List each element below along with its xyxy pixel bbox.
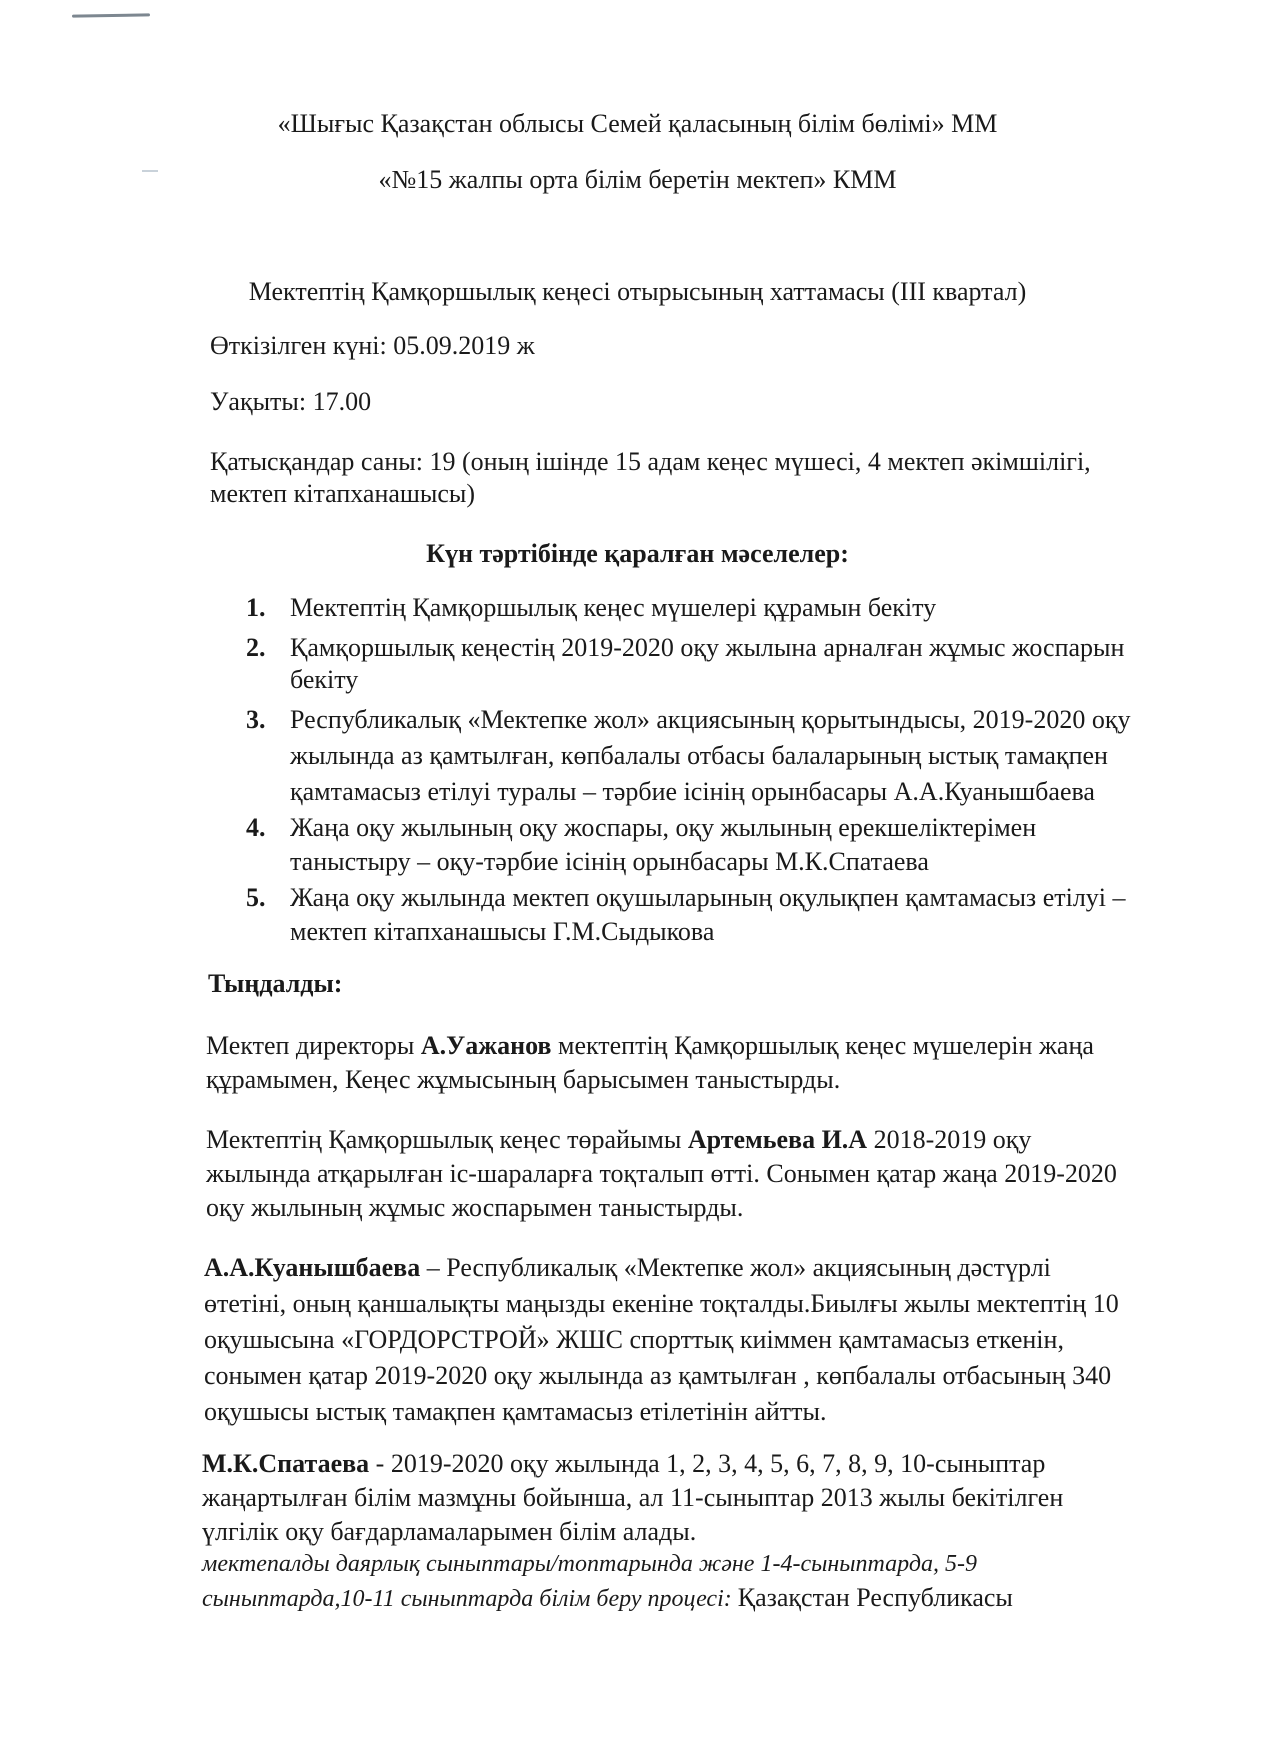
heard-paragraph-3-line-2: өтетіні, оның қаншалықты маңызды екеніне тоқталды.Биылғы жылы мектептің 10 (204, 1289, 1119, 1318)
agenda-item-2-cont: бекіту (290, 665, 359, 694)
agenda-item-number: 3. (246, 705, 266, 734)
school-header-line: «№15 жалпы орта білім беретін мектеп» КММ (378, 165, 897, 194)
agenda-item-text: Жаңа оқу жылында мектеп оқушыларының оқулықпен қамтамасыз етілуі – (290, 883, 1126, 912)
p4-italic-text: сыныптарда,10-11 сыныптарда білім беру процесі: (202, 1586, 738, 1612)
heard-paragraph-3-line-1 (204, 1252, 1051, 1283)
heard-paragraph-2-line-1 (206, 1124, 1031, 1155)
p1-text-a: Мектеп директоры (206, 1031, 421, 1060)
heard-heading: Тыңдалды: (208, 969, 343, 998)
deputy-name-spataeva: М.К.Спатаева (202, 1449, 370, 1478)
p2-text-a: Мектептің Қамқоршылық кеңес төрайымы (206, 1125, 688, 1154)
heard-paragraph-2-line-2: жылында атқарылған іс-шараларға тоқталып өтті. Сонымен қатар жаңа 2019-2020 (206, 1159, 1117, 1188)
p4-text-rest: Қазақстан Республикасы (737, 1583, 1013, 1612)
heard-paragraph-2-line-3: оқу жылының жұмыс жоспарымен таныстырды. (206, 1193, 744, 1222)
heard-paragraph-4-line-5 (202, 1582, 1013, 1614)
scan-artifact-mark (72, 13, 150, 17)
agenda-item-text: Жаңа оқу жылының оқу жоспары, оқу жылының ерекшеліктерімен (290, 813, 1037, 842)
director-name: А.Уажанов (420, 1031, 552, 1060)
p1-text-b: мектептің Қамқоршылық кеңес мүшелерін жаңа (551, 1031, 1094, 1060)
participants-line-2: мектеп кітапханашысы) (210, 479, 476, 508)
deputy-name-kuanyshbaeva: А.А.Куанышбаева (204, 1253, 421, 1282)
agenda-heading: Күн тәртібінде қаралған мәселелер: (426, 539, 849, 568)
agenda-item-number: 1. (246, 593, 266, 622)
heard-paragraph-4-line-4: мектепалды даярлық сыныптары/топтарында және 1-4-сыныптарда, 5-9 (202, 1551, 977, 1577)
heard-paragraph-4-line-2: жаңартылған білім мазмұны бойынша, ал 11-сыныптар 2013 жылы бекітілген (202, 1483, 1064, 1512)
meeting-time: Уақыты: 17.00 (210, 387, 372, 416)
agenda-item-3 (246, 704, 1130, 735)
agenda-item-4-cont: таныстыру – оқу-тәрбие ісінің орынбасары М.К.Спатаева (290, 847, 929, 876)
agenda-item-3-cont-2: қамтамасыз етілуі туралы – тәрбие ісінің орынбасары А.А.Куанышбаева (290, 777, 1095, 806)
agenda-item-number: 5. (246, 883, 266, 912)
participants-line-1: Қатысқандар саны: 19 (оның ішінде 15 адам кеңес мүшесі, 4 мектеп әкімшілігі, (210, 447, 1091, 476)
org-header-line: «Шығыс Қазақстан облысы Семей қаласының білім бөлімі» ММ (277, 109, 998, 138)
p2-text-b: 2018-2019 оқу (867, 1125, 1032, 1154)
agenda-item-number: 2. (246, 633, 266, 662)
agenda-item-5-cont: мектеп кітапханашысы Г.М.Сыдыкова (290, 917, 715, 946)
agenda-item-5 (246, 882, 1126, 913)
heard-paragraph-3-line-4: сонымен қатар 2019-2020 оқу жылында аз қамтылған , көпбалалы отбасының 340 (204, 1361, 1112, 1390)
agenda-item-1 (246, 592, 936, 623)
p3-text-a: – Республикалық «Мектепке жол» акциясының дәстүрлі (420, 1253, 1051, 1282)
agenda-item-text: Мектептің Қамқоршылық кеңес мүшелері құрамын бекіту (290, 593, 937, 622)
agenda-item-2 (246, 632, 1124, 663)
agenda-item-text: Республикалық «Мектепке жол» акциясының қорытындысы, 2019-2020 оқу (290, 705, 1131, 734)
heard-paragraph-3-line-3: оқушысына «ГОРДОРСТРОЙ» ЖШС спорттық киіммен қамтамасыз еткенін, (204, 1325, 1064, 1354)
agenda-item-4 (246, 812, 1036, 843)
p4-text-a: - 2019-2020 оқу жылында 1, 2, 3, 4, 5, 6, 7, 8, 9, 10-сыныптар (369, 1449, 1046, 1478)
meeting-date: Өткізілген күні: 05.09.2019 ж (210, 331, 535, 360)
heard-paragraph-4-line-1 (202, 1448, 1045, 1479)
heard-paragraph-3-line-5: оқушысы ыстық тамақпен қамтамасыз етілетінін айтты. (204, 1397, 827, 1426)
document-title: Мектептің Қамқоршылық кеңесі отырысының хаттамасы (ІІІ квартал) (248, 277, 1027, 306)
heard-paragraph-1-line-2: құрамымен, Кеңес жұмысының барысымен таныстырды. (206, 1065, 841, 1094)
agenda-item-number: 4. (246, 813, 266, 842)
chair-name: Артемьева И.А (687, 1125, 868, 1154)
agenda-item-3-cont-1: жылында аз қамтылған, көпбалалы отбасы балаларының ыстық тамақпен (290, 741, 1108, 770)
heard-paragraph-1-line-1 (206, 1030, 1094, 1061)
agenda-item-text: Қамқоршылық кеңестің 2019-2020 оқу жылына арналған жұмыс жоспарын (290, 633, 1125, 662)
heard-paragraph-4-line-3: үлгілік оқу бағдарламаларымен білім алады. (202, 1517, 697, 1546)
